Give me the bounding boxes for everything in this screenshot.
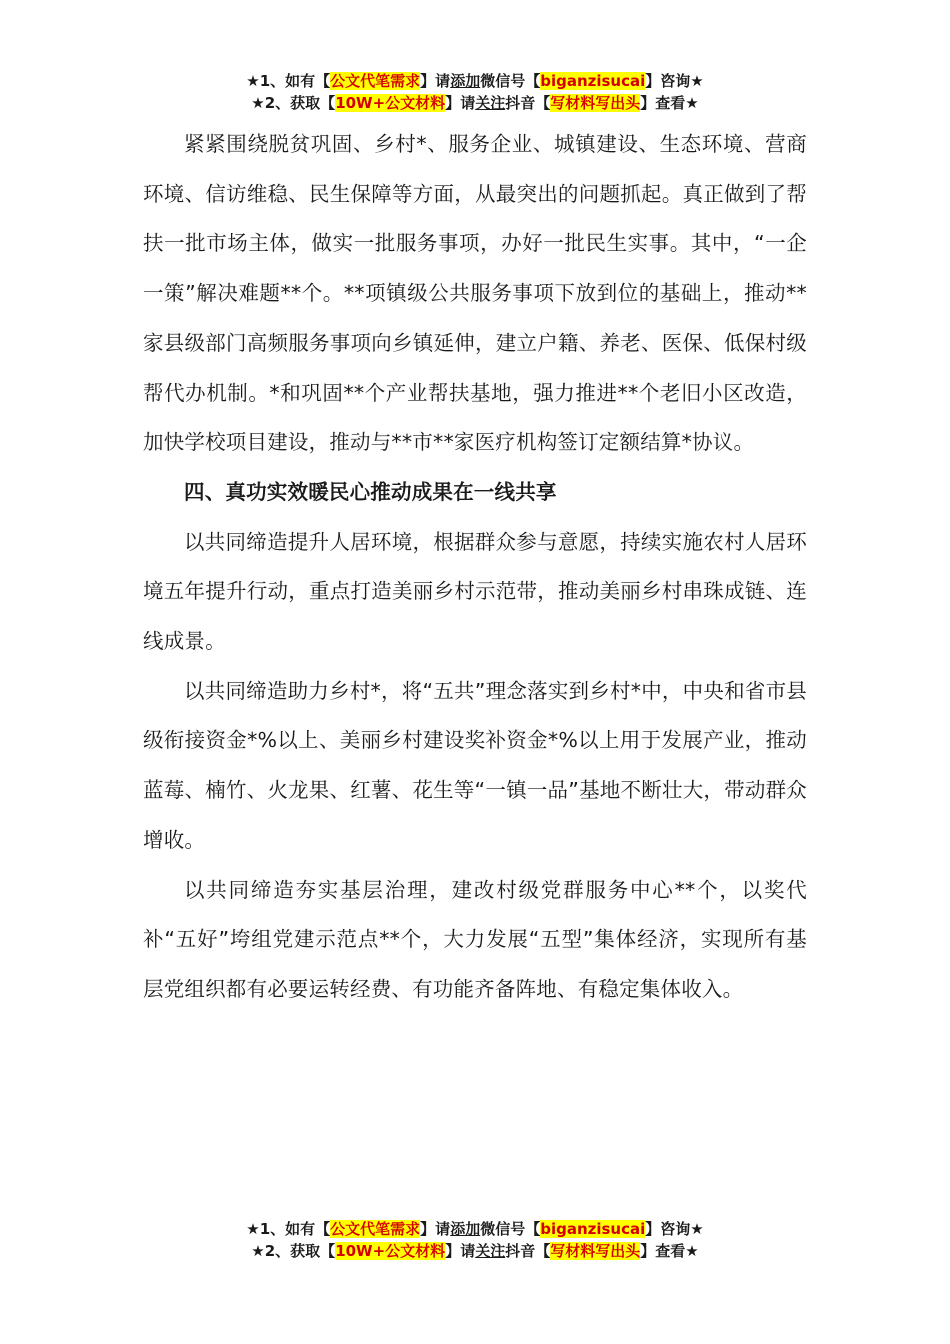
- highlight-materials: 10W+公文材料: [335, 1242, 446, 1260]
- highlight-wechat-id: biganzisucai: [540, 72, 646, 90]
- highlight-service: 公文代笔需求: [330, 72, 421, 90]
- banner-line-1: ★1、如有【公文代笔需求】请添加微信号【biganzisucai】咨询★: [246, 1220, 704, 1238]
- highlight-materials: 10W+公文材料: [335, 94, 446, 112]
- banner-line-1: ★1、如有【公文代笔需求】请添加微信号【biganzisucai】咨询★: [246, 72, 704, 90]
- paragraph: 以共同缔造助力乡村*，将“五共”理念落实到乡村*中，中央和省市县级衔接资金*%以上、美丽乡村建设奖补资金*%以上用于发展产业，推动蓝莓、楠竹、火龙果、红薯、花生等“一镇一品”基地不断壮大，带动群众增收。: [143, 678, 807, 852]
- highlight-douyin: 写材料写出头: [550, 94, 641, 112]
- section-heading: 四、真功实效暖民心推动成果在一线共享: [184, 479, 557, 504]
- footer-banner: [0, 1218, 950, 1262]
- paragraph: 以共同缔造提升人居环境，根据群众参与意愿，持续实施农村人居环境五年提升行动，重点打造美丽乡村示范带，推动美丽乡村串珠成链、连线成景。: [143, 529, 807, 654]
- paragraph: 紧紧围绕脱贫巩固、乡村*、服务企业、城镇建设、生态环境、营商环境、信访维稳、民生保障等方面，从最突出的问题抓起。真正做到了帮扶一批市场主体，做实一批服务事项，办好一批民生实事。其中，“一企一策”解决难题**个。**项镇级公共服务事项下放到位的基础上，推动**家县级部门高频服务事项向乡镇延伸，建立户籍、养老、医保、低保村级帮代办机制。*和巩固**个产业帮扶基地，强力推进**个老旧小区改造，加快学校项目建设，推动与**市**家医疗机构签订定额结算*协议。: [143, 132, 807, 455]
- banner-line-2: ★2、获取【10W+公文材料】请关注抖音【写材料写出头】查看★: [251, 1242, 699, 1260]
- highlight-douyin: 写材料写出头: [550, 1242, 641, 1260]
- highlight-wechat-id: biganzisucai: [540, 1220, 646, 1238]
- paragraph: 以共同缔造夯实基层治理，建改村级党群服务中心**个，以奖代补“五好”垮组党建示范点**个，大力发展“五型”集体经济，实现所有基层党组织都有必要运转经费、有功能齐备阵地、有稳定集体收入。: [143, 877, 807, 1001]
- banner-line-2: ★2、获取【10W+公文材料】请关注抖音【写材料写出头】查看★: [251, 94, 699, 112]
- document-body: [143, 120, 807, 1015]
- highlight-service: 公文代笔需求: [330, 1220, 421, 1238]
- header-banner: [0, 70, 950, 114]
